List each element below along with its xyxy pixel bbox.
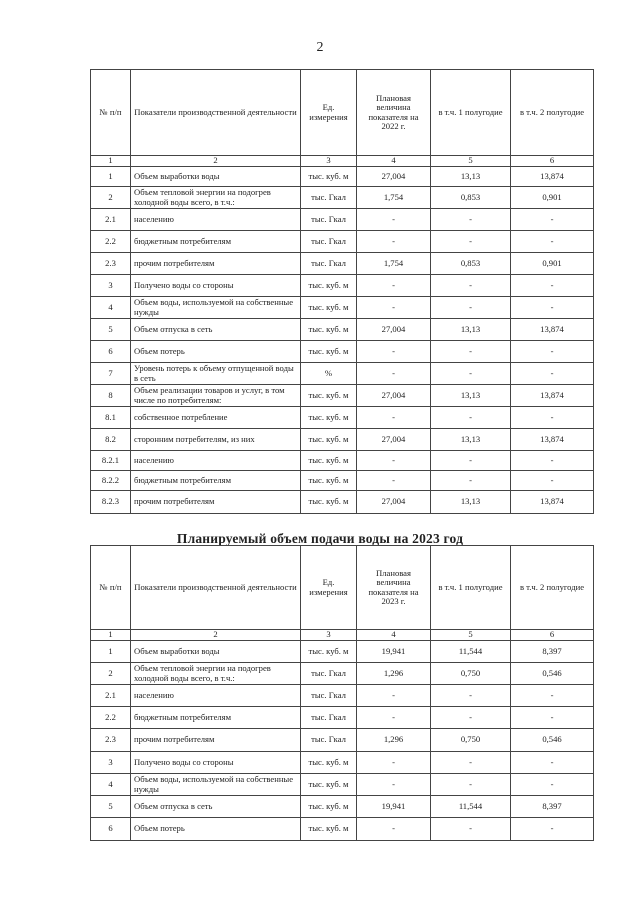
index-cell: 4 bbox=[357, 156, 431, 167]
plan-value-cell: - bbox=[357, 818, 431, 841]
table-row bbox=[91, 231, 594, 253]
half1-value-cell: 0,750 bbox=[431, 663, 511, 685]
unit-cell: тыс. Гкал bbox=[301, 187, 357, 209]
row-number-cell: 3 bbox=[91, 275, 131, 297]
half1-value-cell: - bbox=[431, 752, 511, 774]
table-header-row bbox=[91, 70, 594, 156]
half1-value-cell: 0,750 bbox=[431, 729, 511, 752]
indicator-name-cell: прочим потребителям bbox=[131, 253, 301, 275]
indicator-name-cell: Объем потерь bbox=[131, 341, 301, 363]
table-row bbox=[91, 429, 594, 451]
plan-value-cell: - bbox=[357, 774, 431, 796]
half2-value-cell: 13,874 bbox=[511, 319, 594, 341]
half2-value-cell: - bbox=[511, 818, 594, 841]
row-number-cell: 8.2.2 bbox=[91, 471, 131, 491]
table-2022-body bbox=[91, 70, 594, 514]
unit-cell: тыс. куб. м bbox=[301, 275, 357, 297]
row-number-cell: 2.2 bbox=[91, 707, 131, 729]
half1-value-cell: 13,13 bbox=[431, 491, 511, 514]
unit-cell: тыс. Гкал bbox=[301, 231, 357, 253]
row-number-cell: 2.1 bbox=[91, 209, 131, 231]
half1-value-cell: - bbox=[431, 818, 511, 841]
row-number-cell: 2.3 bbox=[91, 729, 131, 752]
half1-value-cell: 0,853 bbox=[431, 253, 511, 275]
plan-value-cell: - bbox=[357, 707, 431, 729]
plan-value-cell: - bbox=[357, 297, 431, 319]
indicator-name-cell: Объем отпуска в сеть bbox=[131, 796, 301, 818]
index-cell: 3 bbox=[301, 630, 357, 641]
indicator-name-cell: Объем тепловой энергии на подогрев холодной воды всего, в т.ч.: bbox=[131, 187, 301, 209]
index-cell: 5 bbox=[431, 630, 511, 641]
table-row bbox=[91, 451, 594, 471]
row-number-cell: 6 bbox=[91, 341, 131, 363]
plan-value-cell: 19,941 bbox=[357, 641, 431, 663]
unit-cell: тыс. Гкал bbox=[301, 729, 357, 752]
indicator-name-cell: Объем реализации товаров и услуг, в том числе по потребителям: bbox=[131, 385, 301, 407]
plan-value-cell: 19,941 bbox=[357, 796, 431, 818]
plan-value-cell: - bbox=[357, 685, 431, 707]
index-cell: 6 bbox=[511, 156, 594, 167]
plan-value-cell: - bbox=[357, 209, 431, 231]
half2-value-cell: 0,546 bbox=[511, 729, 594, 752]
half2-value-cell: 0,901 bbox=[511, 253, 594, 275]
plan-value-cell: 1,296 bbox=[357, 663, 431, 685]
indicator-name-cell: бюджетным потребителям bbox=[131, 471, 301, 491]
table-row bbox=[91, 774, 594, 796]
indicator-name-cell: Объем отпуска в сеть bbox=[131, 319, 301, 341]
unit-cell: тыс. куб. м bbox=[301, 752, 357, 774]
plan-value-cell: 27,004 bbox=[357, 491, 431, 514]
indicator-name-cell: Получено воды со стороны bbox=[131, 275, 301, 297]
half1-value-cell: - bbox=[431, 451, 511, 471]
table-row bbox=[91, 187, 594, 209]
table-2023-body bbox=[91, 546, 594, 841]
half2-value-cell: 13,874 bbox=[511, 429, 594, 451]
plan-value-cell: - bbox=[357, 451, 431, 471]
row-number-cell: 2.2 bbox=[91, 231, 131, 253]
indicator-name-cell: Объем потерь bbox=[131, 818, 301, 841]
half2-value-cell: - bbox=[511, 209, 594, 231]
half2-value-cell: 8,397 bbox=[511, 796, 594, 818]
production-table-2022 bbox=[90, 69, 594, 514]
header-plan: Плановая величина показателя на 2022 г. bbox=[357, 70, 431, 156]
plan-value-cell: 27,004 bbox=[357, 385, 431, 407]
header-half1: в т.ч. 1 полугодие bbox=[431, 546, 511, 630]
row-number-cell: 4 bbox=[91, 774, 131, 796]
plan-value-cell: 1,296 bbox=[357, 729, 431, 752]
plan-value-cell: 1,754 bbox=[357, 187, 431, 209]
unit-cell: тыс. куб. м bbox=[301, 818, 357, 841]
index-cell: 6 bbox=[511, 630, 594, 641]
index-cell: 2 bbox=[131, 156, 301, 167]
unit-cell: тыс. куб. м bbox=[301, 641, 357, 663]
row-number-cell: 7 bbox=[91, 363, 131, 385]
half2-value-cell: 0,546 bbox=[511, 663, 594, 685]
table-row bbox=[91, 275, 594, 297]
unit-cell: тыс. Гкал bbox=[301, 663, 357, 685]
half1-value-cell: - bbox=[431, 471, 511, 491]
indicator-name-cell: Объем тепловой энергии на подогрев холодной воды всего, в т.ч.: bbox=[131, 663, 301, 685]
header-number: № п/п bbox=[91, 546, 131, 630]
table-row bbox=[91, 167, 594, 187]
half1-value-cell: - bbox=[431, 209, 511, 231]
header-number: № п/п bbox=[91, 70, 131, 156]
indicator-name-cell: населению bbox=[131, 685, 301, 707]
unit-cell: тыс. куб. м bbox=[301, 796, 357, 818]
half2-value-cell: - bbox=[511, 451, 594, 471]
half2-value-cell: 13,874 bbox=[511, 385, 594, 407]
half2-value-cell: - bbox=[511, 752, 594, 774]
header-half1: в т.ч. 1 полугодие bbox=[431, 70, 511, 156]
indicator-name-cell: Объем воды, используемой на собственные нужды bbox=[131, 297, 301, 319]
table-row bbox=[91, 253, 594, 275]
half2-value-cell: 13,874 bbox=[511, 491, 594, 514]
indicator-name-cell: собственное потребление bbox=[131, 407, 301, 429]
header-plan: Плановая величина показателя на 2023 г. bbox=[357, 546, 431, 630]
half2-value-cell: - bbox=[511, 707, 594, 729]
indicator-name-cell: прочим потребителям bbox=[131, 729, 301, 752]
half2-value-cell: - bbox=[511, 471, 594, 491]
table-row bbox=[91, 752, 594, 774]
index-cell: 5 bbox=[431, 156, 511, 167]
index-cell: 1 bbox=[91, 156, 131, 167]
unit-cell: тыс. Гкал bbox=[301, 253, 357, 275]
half2-value-cell: - bbox=[511, 685, 594, 707]
indicator-name-cell: Объем выработки воды bbox=[131, 641, 301, 663]
table-row bbox=[91, 209, 594, 231]
indicator-name-cell: Уровень потерь к объему отпущенной воды в сеть bbox=[131, 363, 301, 385]
unit-cell: тыс. куб. м bbox=[301, 451, 357, 471]
plan-value-cell: - bbox=[357, 407, 431, 429]
half1-value-cell: - bbox=[431, 363, 511, 385]
index-cell: 2 bbox=[131, 630, 301, 641]
unit-cell: тыс. куб. м bbox=[301, 491, 357, 514]
row-number-cell: 2.1 bbox=[91, 685, 131, 707]
unit-cell: тыс. куб. м bbox=[301, 407, 357, 429]
unit-cell: тыс. куб. м bbox=[301, 341, 357, 363]
table-row bbox=[91, 729, 594, 752]
indicator-name-cell: Объем выработки воды bbox=[131, 167, 301, 187]
half2-value-cell: - bbox=[511, 341, 594, 363]
half1-value-cell: - bbox=[431, 231, 511, 253]
plan-value-cell: - bbox=[357, 275, 431, 297]
plan-value-cell: 27,004 bbox=[357, 167, 431, 187]
half2-value-cell: - bbox=[511, 297, 594, 319]
header-indicator: Показатели производственной деятельности bbox=[131, 546, 301, 630]
indicator-name-cell: Получено воды со стороны bbox=[131, 752, 301, 774]
indicator-name-cell: сторонним потребителям, из них bbox=[131, 429, 301, 451]
half1-value-cell: 13,13 bbox=[431, 319, 511, 341]
table-row bbox=[91, 707, 594, 729]
table-row bbox=[91, 641, 594, 663]
table-row bbox=[91, 319, 594, 341]
half2-value-cell: 13,874 bbox=[511, 167, 594, 187]
plan-value-cell: - bbox=[357, 341, 431, 363]
row-number-cell: 2 bbox=[91, 187, 131, 209]
index-cell: 3 bbox=[301, 156, 357, 167]
half1-value-cell: 13,13 bbox=[431, 167, 511, 187]
unit-cell: тыс. куб. м bbox=[301, 471, 357, 491]
row-number-cell: 2.3 bbox=[91, 253, 131, 275]
half2-value-cell: - bbox=[511, 363, 594, 385]
half2-value-cell: - bbox=[511, 231, 594, 253]
row-number-cell: 1 bbox=[91, 641, 131, 663]
unit-cell: тыс. куб. м bbox=[301, 297, 357, 319]
column-index-row bbox=[91, 630, 594, 641]
indicator-name-cell: населению bbox=[131, 209, 301, 231]
index-cell: 1 bbox=[91, 630, 131, 641]
table-row bbox=[91, 407, 594, 429]
header-unit: Ед. измерения bbox=[301, 546, 357, 630]
header-unit: Ед. измерения bbox=[301, 70, 357, 156]
table-row bbox=[91, 663, 594, 685]
half2-value-cell: 8,397 bbox=[511, 641, 594, 663]
row-number-cell: 8.2 bbox=[91, 429, 131, 451]
table-header-row bbox=[91, 546, 594, 630]
unit-cell: тыс. куб. м bbox=[301, 167, 357, 187]
row-number-cell: 4 bbox=[91, 297, 131, 319]
row-number-cell: 8.2.3 bbox=[91, 491, 131, 514]
half1-value-cell: - bbox=[431, 407, 511, 429]
row-number-cell: 5 bbox=[91, 796, 131, 818]
header-half2: в т.ч. 2 полугодие bbox=[511, 70, 594, 156]
table-row bbox=[91, 685, 594, 707]
unit-cell: тыс. Гкал bbox=[301, 685, 357, 707]
row-number-cell: 2 bbox=[91, 663, 131, 685]
table-row bbox=[91, 341, 594, 363]
indicator-name-cell: бюджетным потребителям bbox=[131, 231, 301, 253]
half1-value-cell: - bbox=[431, 275, 511, 297]
table-row bbox=[91, 297, 594, 319]
indicator-name-cell: прочим потребителям bbox=[131, 491, 301, 514]
header-half2: в т.ч. 2 полугодие bbox=[511, 546, 594, 630]
half1-value-cell: - bbox=[431, 297, 511, 319]
half1-value-cell: 13,13 bbox=[431, 429, 511, 451]
plan-value-cell: - bbox=[357, 363, 431, 385]
half1-value-cell: - bbox=[431, 341, 511, 363]
indicator-name-cell: бюджетным потребителям bbox=[131, 707, 301, 729]
table-row bbox=[91, 363, 594, 385]
header-indicator: Показатели производственной деятельности bbox=[131, 70, 301, 156]
half1-value-cell: 11,544 bbox=[431, 796, 511, 818]
row-number-cell: 8.1 bbox=[91, 407, 131, 429]
half1-value-cell: 11,544 bbox=[431, 641, 511, 663]
table-row bbox=[91, 818, 594, 841]
plan-value-cell: 27,004 bbox=[357, 319, 431, 341]
unit-cell: тыс. куб. м bbox=[301, 774, 357, 796]
half2-value-cell: - bbox=[511, 774, 594, 796]
row-number-cell: 1 bbox=[91, 167, 131, 187]
row-number-cell: 6 bbox=[91, 818, 131, 841]
plan-value-cell: 27,004 bbox=[357, 429, 431, 451]
row-number-cell: 8.2.1 bbox=[91, 451, 131, 471]
table-2023-title: Планируемый объем подачи воды на 2023 год bbox=[176, 531, 464, 546]
column-index-row bbox=[91, 156, 594, 167]
half2-value-cell: - bbox=[511, 275, 594, 297]
row-number-cell: 8 bbox=[91, 385, 131, 407]
row-number-cell: 3 bbox=[91, 752, 131, 774]
table-row bbox=[91, 491, 594, 514]
index-cell: 4 bbox=[357, 630, 431, 641]
table-row bbox=[91, 385, 594, 407]
plan-value-cell: - bbox=[357, 752, 431, 774]
page-number: 2 bbox=[316, 40, 324, 55]
table-row bbox=[91, 796, 594, 818]
half1-value-cell: 0,853 bbox=[431, 187, 511, 209]
unit-cell: % bbox=[301, 363, 357, 385]
half1-value-cell: 13,13 bbox=[431, 385, 511, 407]
plan-value-cell: 1,754 bbox=[357, 253, 431, 275]
plan-value-cell: - bbox=[357, 231, 431, 253]
unit-cell: тыс. Гкал bbox=[301, 707, 357, 729]
unit-cell: тыс. куб. м bbox=[301, 429, 357, 451]
indicator-name-cell: населению bbox=[131, 451, 301, 471]
unit-cell: тыс. Гкал bbox=[301, 209, 357, 231]
unit-cell: тыс. куб. м bbox=[301, 385, 357, 407]
row-number-cell: 5 bbox=[91, 319, 131, 341]
half2-value-cell: 0,901 bbox=[511, 187, 594, 209]
half1-value-cell: - bbox=[431, 707, 511, 729]
unit-cell: тыс. куб. м bbox=[301, 319, 357, 341]
half1-value-cell: - bbox=[431, 685, 511, 707]
half1-value-cell: - bbox=[431, 774, 511, 796]
table-row bbox=[91, 471, 594, 491]
plan-value-cell: - bbox=[357, 471, 431, 491]
production-table-2023 bbox=[90, 545, 594, 841]
half2-value-cell: - bbox=[511, 407, 594, 429]
indicator-name-cell: Объем воды, используемой на собственные нужды bbox=[131, 774, 301, 796]
